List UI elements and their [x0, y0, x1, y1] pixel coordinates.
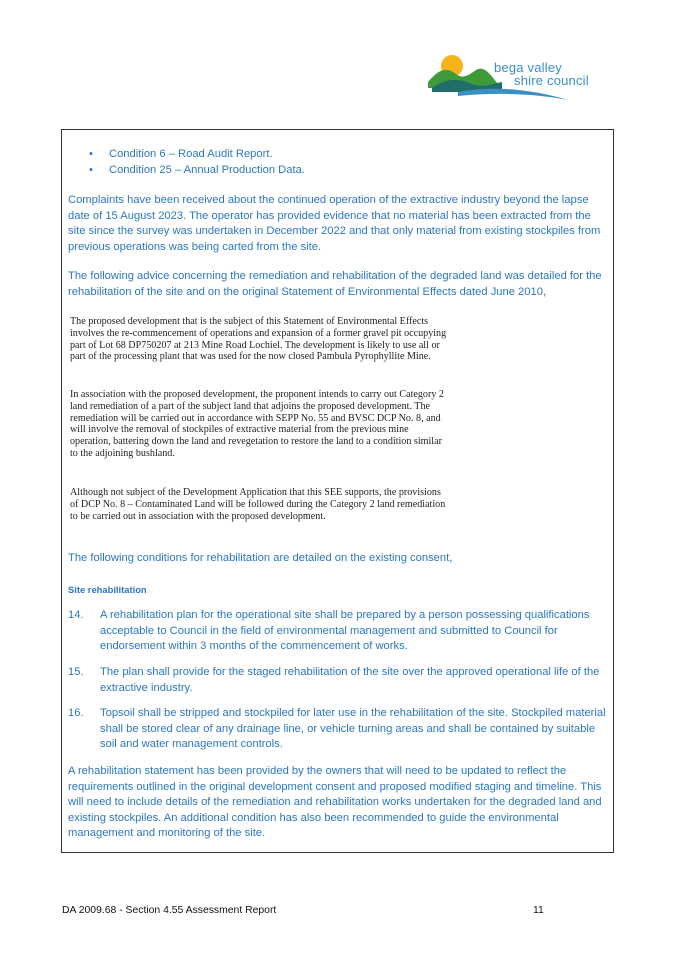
condition-text: A rehabilitation plan for the operational site shall be prepared by a person possessing qualifications acceptable to Council in the field of environmental management and submitted to Council for endorsement within 3 months of the commencement of works.	[100, 609, 590, 652]
quoted-see-paragraph-2: In association with the proposed development, the proponent intends to carry out Category 2 land remediation of a part of the subject land that adjoins the proposed development. The remediation will be carried out in accordance with SEPP No. 55 and BVSC DCP No. 8, and will involve the removal of stockpiles of extractive material from the previous mine operation, battering down the land and revegetation to restore the land to a condition similar to the adjoining bushland.	[70, 389, 444, 459]
logo-text-line2: shire council	[514, 73, 589, 88]
council-logo	[428, 52, 608, 108]
page-number: 11	[533, 905, 544, 916]
logo-text-line1: bega valley	[494, 60, 562, 75]
condition-item	[68, 608, 610, 655]
bullet-text: Condition 25 – Annual Production Data.	[109, 163, 305, 176]
condition-number: 16.	[68, 707, 84, 719]
complaints-paragraph: Complaints have been received about the continued operation of the extractive industry beyond the lapse date of 15 August 2023. The operator has provided evidence that no material has been extracted from the site since the survey was undertaken in December 2022 and that only material from existing stockpiles from previous operations was being carted from the site.	[68, 194, 601, 253]
condition-number: 15.	[68, 666, 84, 678]
quoted-see-paragraph-1: The proposed development that is the subject of this Statement of Environmental Effects involves the re-commencement of operations and expansion of a former gravel pit occupying part of Lot 68 DP750207 at 213 Mine Road Lochiel. The development is likely to use all or part of the processing plant that was used for the now closed Pambula Pyrophyllite Mine.	[70, 316, 447, 363]
bullet-text: Condition 6 – Road Audit Report.	[109, 148, 273, 160]
condition-item	[68, 706, 610, 753]
bullet-icon: •	[89, 163, 93, 176]
site-rehabilitation-heading: Site rehabilitation	[68, 584, 147, 595]
content-box	[61, 129, 614, 853]
list-item	[89, 147, 305, 163]
advice-paragraph: The following advice concerning the remediation and rehabilitation of the degraded land was detailed for the rehabilitation of the site and on the original Statement of Environmental Effects dated June 2010,	[68, 270, 602, 298]
condition-bullet-list	[89, 147, 305, 178]
condition-item	[68, 665, 610, 696]
footer-report-title: DA 2009.68 - Section 4.55 Assessment Report	[62, 905, 277, 916]
conditions-intro-paragraph: The following conditions for rehabilitation are detailed on the existing consent,	[68, 552, 453, 564]
list-item	[89, 163, 305, 179]
condition-text: Topsoil shall be stripped and stockpiled for later use in the rehabilitation of the site. Stockpiled material shall be stored clear of any drainage line, or vehicle turning areas and shall be contained by suitable soil and water management controls.	[100, 707, 606, 750]
quoted-see-paragraph-3: Although not subject of the Development Application that this SEE supports, the provisions of DCP No. 8 – Contaminated Land will be followed during the Category 2 land remediation to be carried out in association with the proposed development.	[70, 487, 446, 522]
bullet-icon: •	[89, 148, 93, 160]
rehabilitation-statement-paragraph: A rehabilitation statement has been provided by the owners that will need to be updated to reflect the requirements outlined in the original development consent and proposed modified staging and timeline. This will need to include details of the remediation and rehabilitation works undertaken for the degraded land and existing stockpiles. An additional condition has also been recommended to guide the environmental management and monitoring of the site.	[68, 765, 602, 839]
condition-number: 14.	[68, 609, 84, 621]
condition-text: The plan shall provide for the staged rehabilitation of the site over the approved operational life of the extractive industry.	[100, 666, 600, 694]
